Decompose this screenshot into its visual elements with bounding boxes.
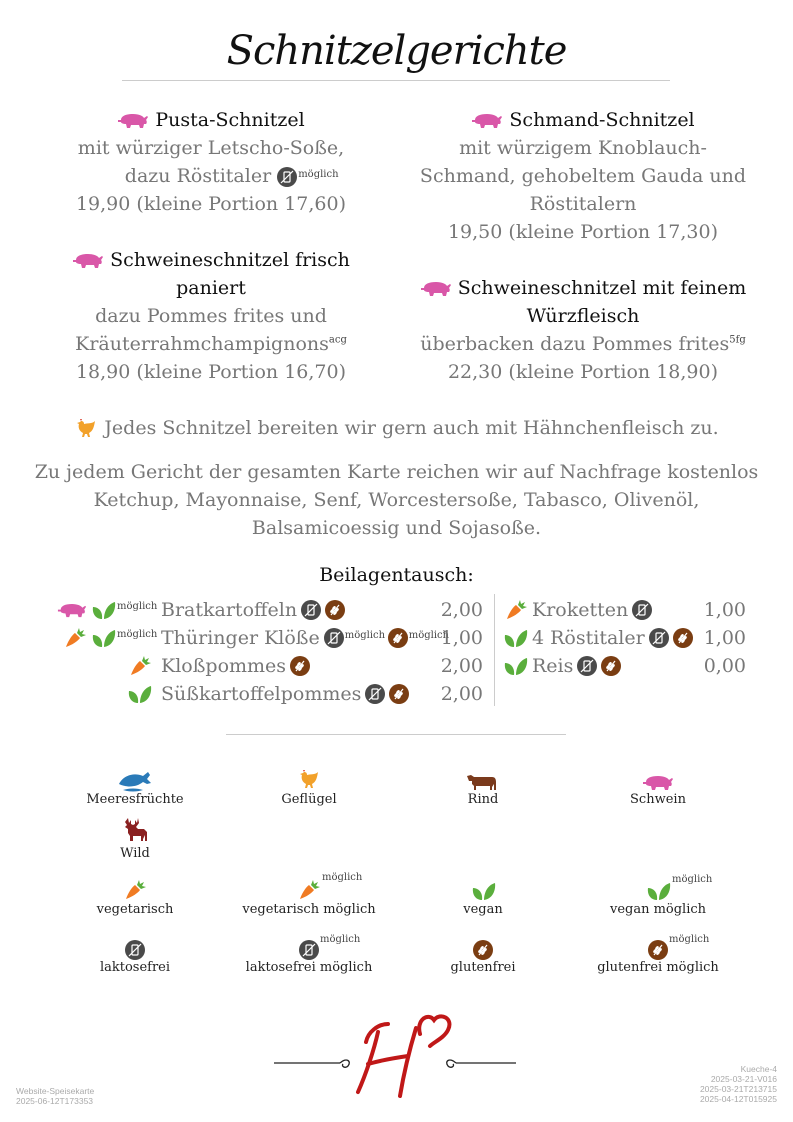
dish-description: dazu Röstitaler xyxy=(124,165,272,187)
legend-item-beef: Rind xyxy=(403,764,563,807)
dish-description: Kräuterrahmchampignons xyxy=(75,333,329,355)
sides-title: Beilagentausch: xyxy=(319,564,474,586)
side-label: Bratkartoffeln xyxy=(161,599,298,621)
legend-item-vegetarian: vegetarisch xyxy=(55,874,215,917)
pork-icon xyxy=(117,112,149,130)
lactose-free-possible-icon: möglich xyxy=(299,940,319,960)
side-label: Thüringer Klöße xyxy=(161,627,320,649)
gluten-free-icon xyxy=(601,656,621,676)
legend-item-pork: Schwein xyxy=(578,764,738,807)
dish-description: Schmand, gehobeltem Gauda und xyxy=(419,165,747,187)
chicken-icon xyxy=(297,768,321,792)
cow-icon xyxy=(465,772,501,792)
side-label: Kroketten xyxy=(532,599,629,621)
gluten-free-icon xyxy=(473,940,493,960)
vegan-icon xyxy=(502,655,528,677)
lactose-free-possible-icon: möglich xyxy=(324,628,344,648)
dish-schweineschnitzel-paniert xyxy=(46,246,376,386)
lactose-free-icon xyxy=(632,600,652,620)
legend-item-lactose-free-possible: möglich laktosefrei möglich xyxy=(245,934,373,975)
dish-price: 22,30 (kleine Portion 18,90) xyxy=(447,361,719,383)
restaurant-logo xyxy=(270,1008,520,1100)
ornament-right-icon xyxy=(447,1060,516,1067)
side-label: Kloßpommes xyxy=(161,655,287,677)
vegan-icon xyxy=(470,880,496,902)
side-item-reis xyxy=(500,652,750,680)
pork-icon xyxy=(420,280,452,298)
side-price: 2,00 xyxy=(440,655,483,677)
vegan-icon xyxy=(502,627,528,649)
lactose-free-icon xyxy=(649,628,669,648)
gluten-free-icon xyxy=(325,600,345,620)
pork-icon xyxy=(642,774,674,792)
dish-name: Schweineschnitzel mit feinem xyxy=(457,277,747,299)
side-label: 4 Röstitaler xyxy=(532,627,645,649)
vegetarian-icon xyxy=(123,878,147,902)
lactose-free-icon xyxy=(301,600,321,620)
legend-item-poultry: Geflügel xyxy=(229,764,389,807)
vegan-possible-icon: möglich xyxy=(90,599,116,621)
dish-name: Würzfleisch xyxy=(526,305,640,327)
pork-icon xyxy=(57,602,87,619)
lactose-free-icon xyxy=(365,684,385,704)
dish-description: dazu Pommes frites und xyxy=(95,305,327,327)
sides-column-divider xyxy=(494,594,495,706)
legend-item-gluten-free: glutenfrei xyxy=(403,932,563,975)
side-price: 1,00 xyxy=(703,599,746,621)
side-price: 2,00 xyxy=(440,683,483,705)
gluten-free-possible-icon: möglich xyxy=(648,940,668,960)
legend-item-vegan-possible: möglich vegan möglich xyxy=(609,874,713,917)
side-item-klosspommes xyxy=(0,652,490,680)
pork-icon xyxy=(471,112,503,130)
allergen-codes: acg xyxy=(328,334,347,346)
chicken-icon xyxy=(74,417,98,441)
gluten-free-icon xyxy=(389,684,409,704)
side-item-kroketten xyxy=(500,596,750,624)
title-divider xyxy=(122,80,670,81)
pork-icon xyxy=(72,252,104,270)
dish-price: 18,90 (kleine Portion 16,70) xyxy=(75,361,347,383)
lactose-free-possible-icon: möglich xyxy=(277,167,297,187)
side-item-suesskartoffelpommes xyxy=(0,680,490,708)
dish-name: paniert xyxy=(176,277,246,299)
side-item-bratkartoffeln xyxy=(0,596,490,624)
legend-item-seafood: Meeresfrüchte xyxy=(55,764,215,807)
fish-icon xyxy=(117,770,153,792)
side-price: 2,00 xyxy=(440,599,483,621)
side-price: 1,00 xyxy=(703,627,746,649)
dish-price: 19,90 (kleine Portion 17,60) xyxy=(75,193,347,215)
legend-item-vegetarian-possible: möglich vegetarisch möglich xyxy=(242,872,376,917)
allergen-codes: 5fg xyxy=(729,334,746,346)
dish-description: Röstitalern xyxy=(529,193,637,215)
dish-price: 19,50 (kleine Portion 17,30) xyxy=(447,221,719,243)
lactose-free-icon xyxy=(125,940,145,960)
ornament-left-icon xyxy=(274,1060,349,1067)
vegan-possible-icon: möglich xyxy=(90,627,116,649)
gluten-free-possible-icon: möglich xyxy=(388,628,408,648)
side-item-thueringer-kloesse xyxy=(0,624,490,652)
chicken-note: Jedes Schnitzel bereiten wir gern auch mit Hähnchenfleisch zu. xyxy=(0,414,793,442)
dish-name: Schweineschnitzel frisch xyxy=(110,249,350,271)
dish-description: mit würzigem Knoblauch- xyxy=(459,137,707,159)
condiments-note: Zu jedem Gericht der gesamten Karte reichen wir auf Nachfrage kostenlos Ketchup, Mayonnaise, Senf, Worcestersoße, Tabasco, Olivenöl, Balsamicoessig und Sojasoße. xyxy=(34,461,759,539)
vegetarian-icon xyxy=(504,598,528,622)
legend-item-lactose-free: laktosefrei xyxy=(55,932,215,975)
vegan-possible-icon: möglich xyxy=(645,880,671,902)
page-title: Schnitzelgerichte xyxy=(226,28,567,74)
dish-description: mit würziger Letscho-Soße, xyxy=(77,137,345,159)
side-label: Reis xyxy=(532,655,574,677)
vegetarian-possible-icon: möglich xyxy=(297,878,321,902)
vegetarian-icon xyxy=(128,654,152,678)
dish-name: Pusta-Schnitzel xyxy=(155,109,305,131)
side-price: 1,00 xyxy=(440,627,483,649)
lactose-free-icon xyxy=(577,656,597,676)
dish-schweineschnitzel-wuerzfleisch xyxy=(418,274,748,386)
footer-left: Website-Speisekarte 2025-06-12T173353 xyxy=(16,1086,95,1106)
monogram-h-icon xyxy=(358,1016,449,1096)
legend-item-vegan: vegan xyxy=(403,874,563,917)
dish-name: Schmand-Schnitzel xyxy=(509,109,695,131)
side-item-roestitaler xyxy=(500,624,750,652)
vegetarian-icon xyxy=(63,626,87,650)
legend-item-gluten-free-possible: möglich glutenfrei möglich xyxy=(597,934,719,975)
footer-right: Kueche-4 2025-03-21-V016 2025-03-21T213715 2025-04-12T015925 xyxy=(699,1064,777,1104)
side-price: 0,00 xyxy=(703,655,746,677)
dish-description: überbacken dazu Pommes frites xyxy=(420,333,730,355)
side-label: Süßkartoffelpommes xyxy=(161,683,362,705)
legend-item-game: Wild xyxy=(55,818,215,861)
dish-schmand-schnitzel xyxy=(418,106,748,246)
legend-divider xyxy=(226,734,566,735)
dish-pusta-schnitzel xyxy=(46,106,376,218)
deer-icon xyxy=(120,816,150,846)
gluten-free-icon xyxy=(290,656,310,676)
vegan-icon xyxy=(126,683,152,705)
